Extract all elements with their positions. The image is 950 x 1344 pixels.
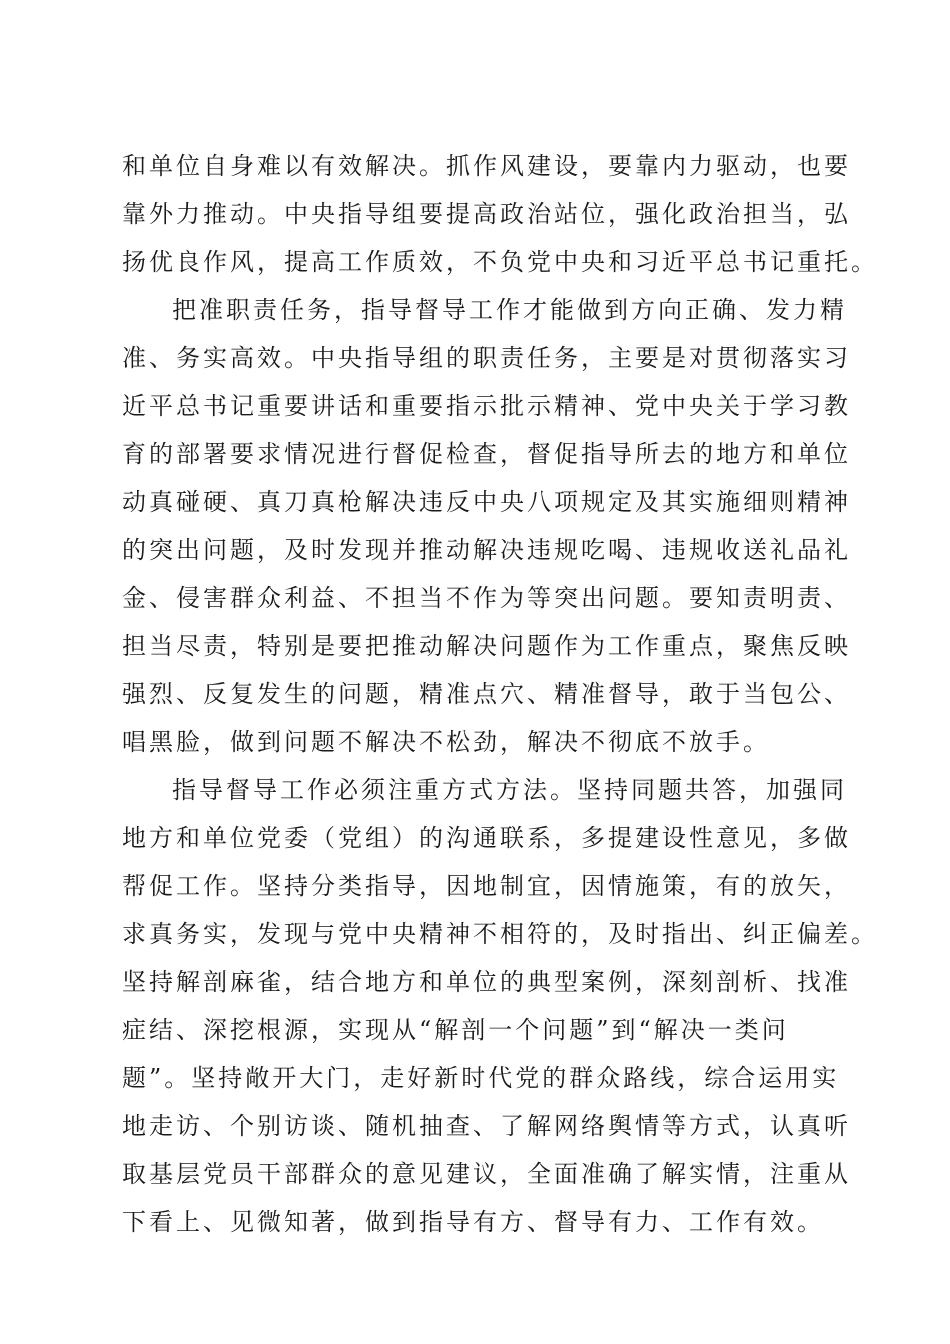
text-line: 地方和单位党委（党组）的沟通联系，多提建设性意见，多做 [122, 824, 851, 852]
text-line: 的突出问题，及时发现并推动解决违规吃喝、违规收送礼品礼 [122, 536, 851, 564]
text-line: 靠外力推动。中央指导组要提高政治站位，强化政治担当，弘 [122, 200, 851, 228]
text-line: 育的部署要求情况进行督促检查，督促指导所去的地方和单位 [122, 440, 851, 468]
text-line: 下看上、见微知著，做到指导有方、督导有力、工作有效。 [122, 1208, 824, 1236]
text-line: 强烈、反复发生的问题，精准点穴、精准督导，敢于当包公、 [122, 680, 851, 708]
text-line: 题”。坚持敞开大门，走好新时代党的群众路线，综合运用实 [122, 1064, 840, 1092]
paragraph-2 [122, 286, 851, 766]
text-line: 动真碰硬、真刀真枪解决违反中央八项规定及其实施细则精神 [122, 488, 851, 516]
document-body [122, 142, 878, 1246]
text-line: 唱黑脸，做到问题不解决不松劲，解决不彻底不放手。 [122, 728, 770, 756]
paragraph-3 [122, 766, 878, 1246]
text-line: 准、务实高效。中央指导组的职责任务，主要是对贯彻落实习 [122, 344, 851, 372]
text-line: 近平总书记重要讲话和重要指示批示精神、党中央关于学习教 [122, 392, 851, 420]
text-line: 和单位自身难以有效解决。抓作风建设，要靠内力驱动，也要 [122, 152, 851, 180]
text-line: 求真务实，发现与党中央精神不相符的，及时指出、纠正偏差。 [122, 920, 878, 948]
text-line: 地走访、个别访谈、随机抽查、了解网络舆情等方式，认真听 [122, 1112, 851, 1140]
text-line: 帮促工作。坚持分类指导，因地制宜，因情施策，有的放矢， [122, 872, 851, 900]
text-line: 金、侵害群众利益、不担当不作为等突出问题。要知责明责、 [122, 584, 851, 612]
text-line: 指导督导工作必须注重方式方法。坚持同题共答，加强同 [172, 776, 847, 804]
paragraph-1 [122, 142, 878, 286]
text-line: 担当尽责，特别是要把推动解决问题作为工作重点，聚焦反映 [122, 632, 851, 660]
text-line: 扬优良作风，提高工作质效，不负党中央和习近平总书记重托。 [122, 248, 878, 276]
text-line: 症结、深挖根源，实现从“解剖一个问题”到“解决一类问 [122, 1016, 789, 1044]
text-line: 坚持解剖麻雀，结合地方和单位的典型案例，深刻剖析、找准 [122, 968, 851, 996]
text-line: 取基层党员干部群众的意见建议，全面准确了解实情，注重从 [122, 1160, 851, 1188]
text-line: 把准职责任务，指导督导工作才能做到方向正确、发力精 [172, 296, 847, 324]
